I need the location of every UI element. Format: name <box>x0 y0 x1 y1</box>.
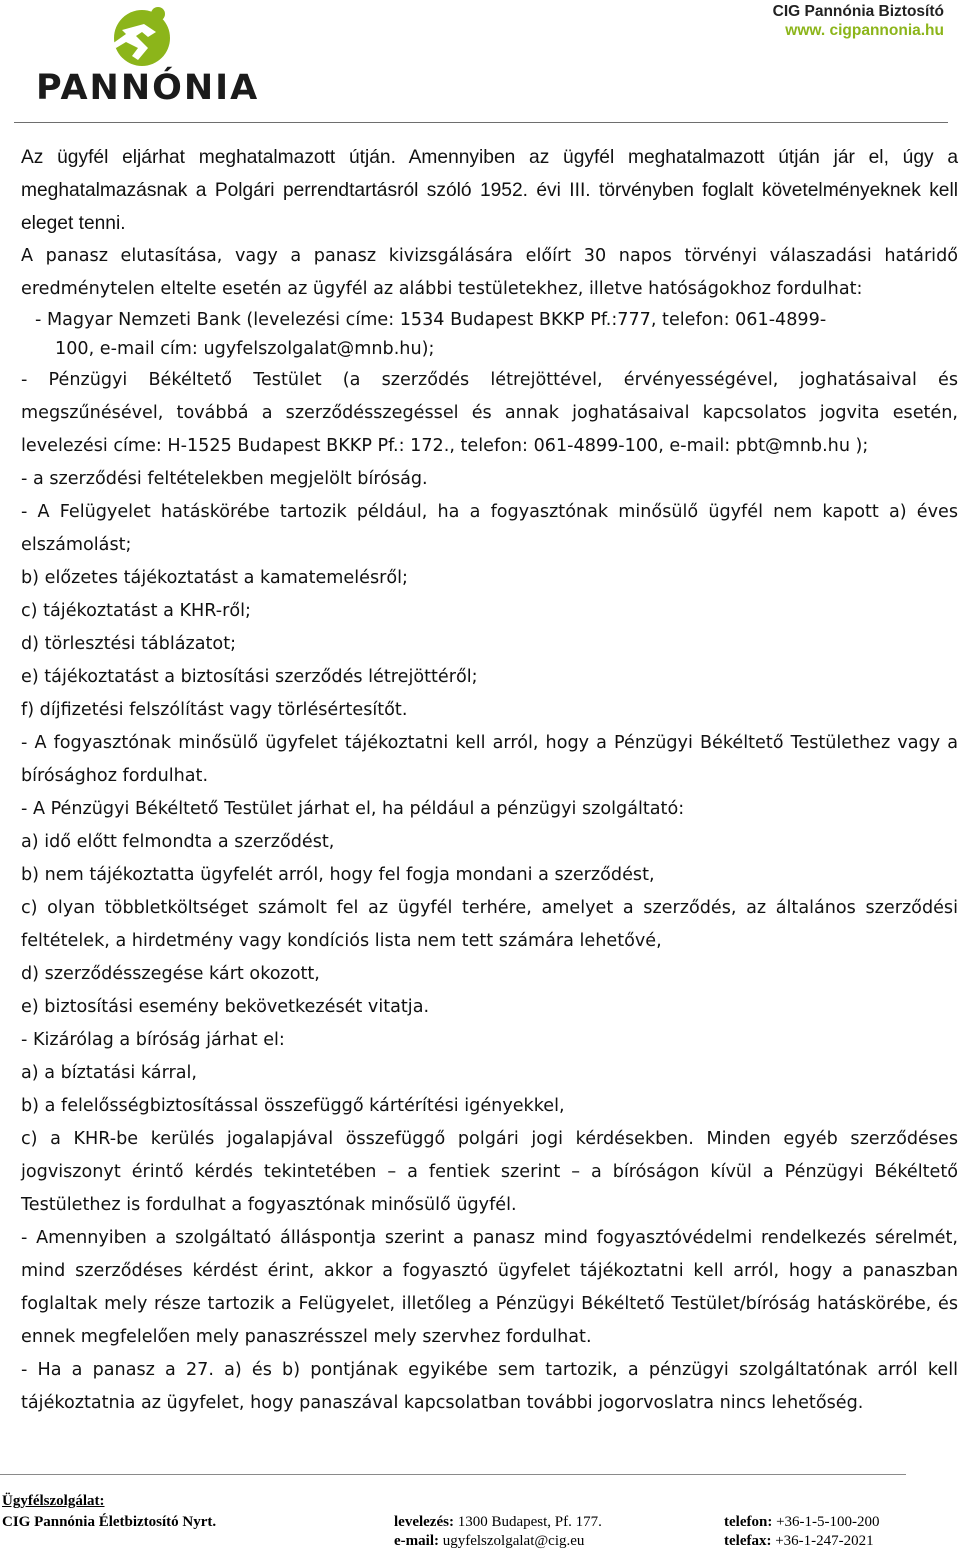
paragraph-complaint-rejection: A panasz elutasítása, vagy a panasz kivizsgálására előírt 30 napos törvényi válaszadási határidő eredménytelen eltelte esetén az ügyfél az alábbi testületekhez, illetve hatóságokhoz fordulhat: <box>21 246 958 299</box>
list-item-d: d) törlesztési táblázatot; <box>21 634 237 654</box>
list-item-pbt-a: a) idő előtt felmondta a szerződést, <box>21 832 335 852</box>
footer-phone-label: telefon: <box>724 1514 773 1530</box>
list-item-pbt-d: d) szerződésszegése kárt okozott, <box>21 964 320 984</box>
list-item-mixed-complaint: - Amennyiben a szolgáltató álláspontja szerint a panasz mind fogyasztóvédelmi rendelkezés sérelmét, mind szerződéses kérdést érint, akkor a fogyasztó ügyfelet tájékoztatni kell arról, hogy a panaszban foglaltak mely része tartozik a Felügyelet, illetőleg a Pénzügyi Békéltető Testület/bíróság hatáskörébe, és ennek megfelelően mely panaszrésszel mely szervhez fordulhat. <box>21 1228 958 1347</box>
list-item-mnb-contact: 100, e-mail cím: ugyfelszolgalat@mnb.hu); <box>55 339 435 359</box>
list-item-f: f) díjfizetési felszólítást vagy törlésértesítőt. <box>21 700 408 720</box>
running-figure-icon <box>92 4 180 68</box>
list-item-consumer-info: - A fogyasztónak minősülő ügyfelet tájékoztatni kell arról, hogy a Pénzügyi Békéltető Testülethez vagy a bírósághoz fordulhat. <box>21 733 958 786</box>
footer-title: Ügyfélszolgálat: <box>2 1493 105 1509</box>
list-item-court-a: a) a bíztatási kárral, <box>21 1063 197 1083</box>
list-item-e: e) tájékoztatást a biztosítási szerződés létrejöttéről; <box>21 667 478 687</box>
footer-address <box>394 1514 602 1531</box>
footer-email[interactable] <box>394 1533 584 1550</box>
list-item-pbt: - Pénzügyi Békéltető Testület (a szerződés létrejöttével, érvényességével, joghatásaival és megszűnésével, továbbá a szerződésszegéssel és annak joghatásaival kapcsolatos jogvita esetén, levelezési címe: H-1525 Budapest BKKP Pf.: 172., telefon: 061-4899-100, e-mail: pbt@mnb.hu ); <box>21 370 958 456</box>
header-company-block <box>773 2 944 40</box>
company-logo <box>30 4 260 108</box>
footer-phone-value: +36-1-5-100-200 <box>772 1514 880 1530</box>
list-item-court-only: - Kizárólag a bíróság járhat el: <box>21 1030 285 1050</box>
footer-email-label: e-mail: <box>394 1533 439 1549</box>
header-website-link[interactable]: www. cigpannonia.hu <box>785 22 944 39</box>
header-company-name: CIG Pannónia Biztosító <box>772 3 944 20</box>
list-item-no-remedy: - Ha a panasz a 27. a) és b) pontjának egyikébe sem tartozik, a pénzügyi szolgáltatónak arról kell tájékoztatnia az ügyfelet, hogy panaszával kapcsolatban további jogorvoslatra nincs lehetőség. <box>21 1360 958 1413</box>
footer-address-label: levelezés: <box>394 1514 454 1530</box>
header-divider <box>14 122 948 123</box>
list-item-court: - a szerződési feltételekben megjelölt bíróság. <box>21 469 428 489</box>
list-item-mnb: - Magyar Nemzeti Bank (levelezési címe: 1534 Budapest BKKP Pf.:777, telefon: 061-4899- <box>35 310 827 330</box>
footer-fax-label: telefax: <box>724 1533 772 1549</box>
footer-address-value: 1300 Budapest, Pf. 177. <box>453 1514 602 1530</box>
logo-wordmark: PANNÓNIA <box>36 68 260 108</box>
list-item-b: b) előzetes tájékoztatást a kamatemelésről; <box>21 568 408 588</box>
list-item-pbt-e: e) biztosítási esemény bekövetkezését vitatja. <box>21 997 430 1017</box>
list-item-court-c: c) a KHR-be kerülés jogalapjával összefüggő polgári jogi kérdésekben. Minden egyéb szerződéses jogviszonyt érintő kérdés tekintetében – a fentiek szerint – a bíróságon kívül a Pénzügyi Békéltető Testülethez is fordulhat a fogyasztónak minősülő ügyfél. <box>21 1129 958 1215</box>
footer-email-value[interactable]: ugyfelszolgalat@cig.eu <box>438 1533 585 1549</box>
paragraph-representative: Az ügyfél eljárhat meghatalmazott útján. Amennyiben az ügyfél meghatalmazott útján jár el, úgy a meghatalmazásnak a Polgári perrendtartásról szóló 1952. évi III. törvényben foglalt követelményeknek kell eleget tenni. <box>21 147 958 234</box>
list-item-court-b: b) a felelősségbiztosítással összefüggő kártérítési igényekkel, <box>21 1096 565 1116</box>
footer <box>0 1493 960 1553</box>
list-item-supervision: - A Felügyelet hatáskörébe tartozik például, ha a fogyasztónak minősülő ügyfél nem kapott a) éves elszámolást; <box>21 502 958 555</box>
footer-divider <box>0 1474 906 1475</box>
footer-fax <box>724 1533 874 1550</box>
list-item-pbt-cases: - A Pénzügyi Békéltető Testület járhat el, ha például a pénzügyi szolgáltató: <box>21 799 685 819</box>
list-item-pbt-c: c) olyan többletköltséget számolt fel az ügyfél terhére, amelyet a szerződés, az általános szerződési feltételek, a hirdetmény vagy kondíciós lista nem tett számára lehetővé, <box>21 898 958 951</box>
footer-fax-value: +36-1-247-2021 <box>771 1533 874 1549</box>
footer-phone <box>724 1514 880 1531</box>
footer-company: CIG Pannónia Életbiztosító Nyrt. <box>2 1514 217 1530</box>
document-body <box>21 141 958 1420</box>
list-item-c: c) tájékoztatást a KHR-ről; <box>21 601 251 621</box>
list-item-pbt-b: b) nem tájékoztatta ügyfelét arról, hogy fel fogja mondani a szerződést, <box>21 865 655 885</box>
